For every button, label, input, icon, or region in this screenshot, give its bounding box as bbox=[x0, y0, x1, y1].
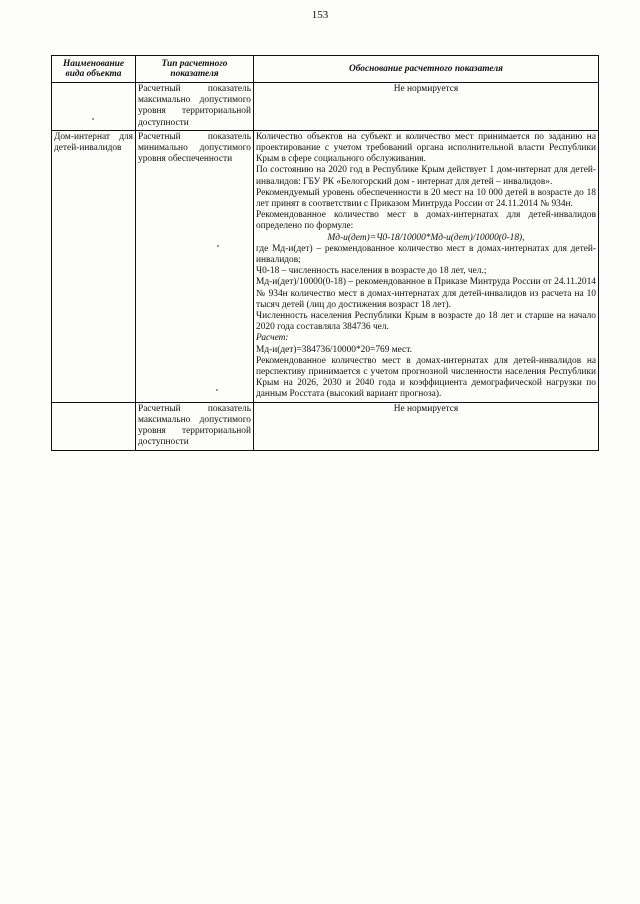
paragraph: где Мд-и(дет) – рекомендованное количество мест в домах-интернатах для детей-инвалидов; bbox=[256, 243, 596, 266]
scan-speck bbox=[92, 118, 94, 120]
calculation-result: Мд-и(дет)=384736/10000*20=769 мест. bbox=[256, 344, 412, 355]
paragraph: Рекомендованное количество мест в домах-интернатах для детей-инвалидов на перспективу принимается с учетом прогнозной численности населения Республики Крым на 2026, 2030 и 2040 года и коэффициента демографической нагрузки по данным Росстата (высокий вариант прогноза). bbox=[256, 355, 596, 400]
table-row bbox=[52, 402, 599, 450]
scan-speck bbox=[217, 245, 219, 247]
row2-justification bbox=[254, 130, 599, 402]
row3-indicator-type: Расчетный показатель максимально допустимого уровня территориальной доступности bbox=[136, 402, 254, 450]
paragraph: Мд-и(дет)/10000(0-18) – рекомендованное в Приказе Минтруда России от 24.11.2014 № 934н количество мест в домах-интернатах для детей-инвалидов из расчета на 10 тысяч детей (лиц до достижения возраст 18 лет). bbox=[256, 277, 596, 310]
page-number: 153 bbox=[311, 9, 329, 21]
paragraph: Рекомендуемый уровень обеспеченности в 20 мест на 10 000 детей в возрасте до 18 лет принят в соответствии с Приказом Минтруда России от 24.11.2014 № 934н. bbox=[256, 187, 596, 210]
row1-justification: Не нормируется bbox=[254, 83, 599, 131]
paragraph: Количество объектов на субъект и количество мест принимается по заданию на проектирование с учетом требований органа исполнительной власти Республики Крым в сфере социального обслуживания. bbox=[256, 131, 596, 165]
calculation-label: Расчет: bbox=[256, 333, 289, 344]
table-row bbox=[52, 130, 599, 402]
header-indicator-type: Тип расчетного показателя bbox=[136, 56, 254, 83]
formula: Мд-и(дет)=Ч0-18/10000*Мд-и(дет)/10000(0-18), bbox=[327, 232, 525, 243]
paragraph: По состоянию на 2020 год в Республике Крым действует 1 дом-интернат для детей-инвалидов: ГБУ РК «Белогорский дом - интернат для детей – инвалидов». bbox=[256, 165, 596, 187]
row3-justification: Не нормируется bbox=[254, 402, 599, 450]
paragraph: Численность населения Республики Крым в возрасте до 18 лет и старше на начало 2020 года составляла 384736 чел. bbox=[256, 311, 596, 333]
row1-indicator-type: Расчетный показатель максимально допустимого уровня территориальной доступности bbox=[136, 83, 254, 131]
header-justification: Обоснование расчетного показателя bbox=[254, 56, 599, 83]
paragraph: Ч0-18 – численность населения в возрасте до 18 лет, чел.; bbox=[256, 266, 487, 277]
row1-object-name bbox=[52, 83, 136, 131]
indicators-table bbox=[51, 55, 599, 451]
row3-object-name bbox=[52, 402, 136, 450]
table-header-row bbox=[52, 56, 599, 83]
row2-indicator-type: Расчетный показатель минимально допустимого уровня обеспеченности bbox=[136, 130, 254, 402]
paragraph: Рекомендованное количество мест в домах-интернатах для детей-инвалидов определено по формуле: bbox=[256, 210, 596, 232]
row2-object-name: Дом-интернат для детей-инвалидов bbox=[52, 130, 136, 402]
scan-speck bbox=[216, 389, 218, 391]
table-row bbox=[52, 83, 599, 131]
header-object-type: Наименование вида объекта bbox=[52, 56, 136, 83]
